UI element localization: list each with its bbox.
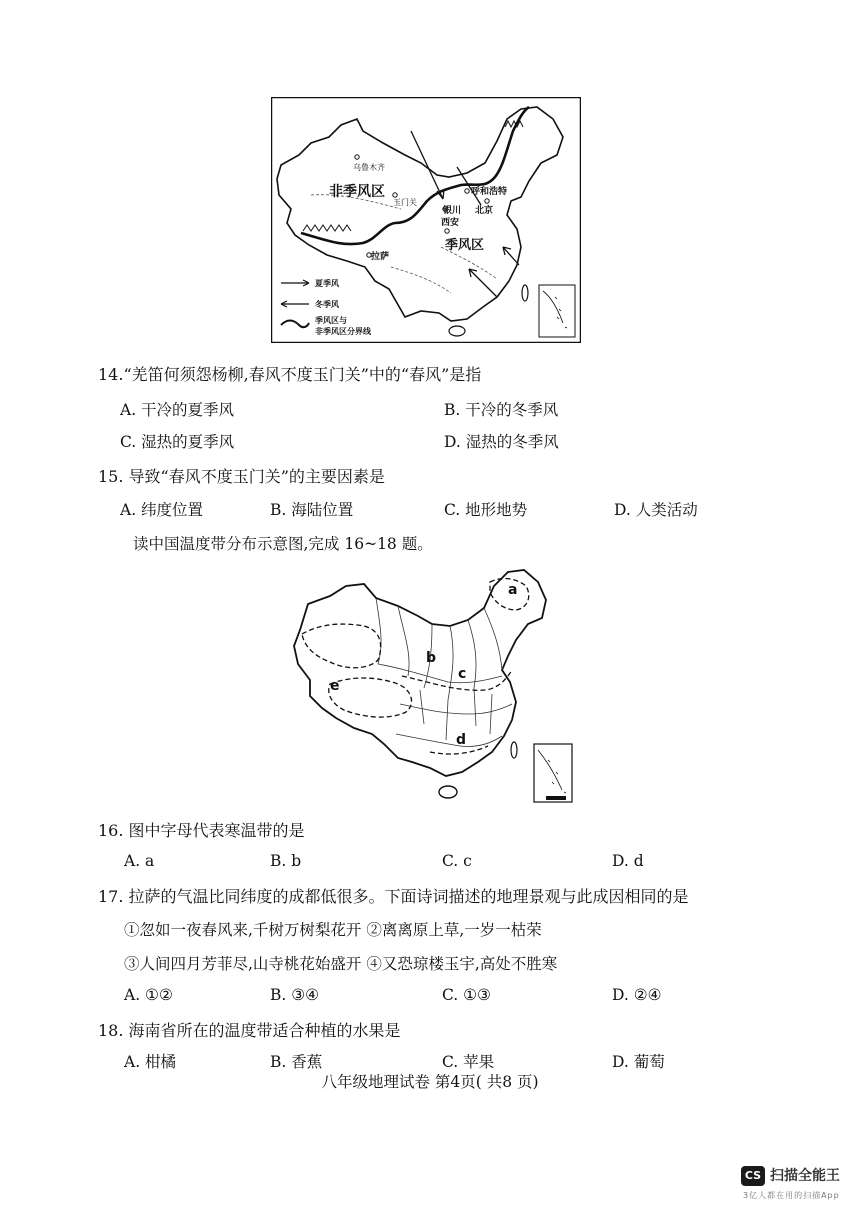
q17-poem-line-2: ③人间四月芳菲尽,山寺桃花始盛开 ④又恐琼楼玉宇,高处不胜寒 xyxy=(124,955,558,973)
q16-option-b: B. b xyxy=(270,852,302,870)
section-intro: 读中国温度带分布示意图,完成 16~18 题。 xyxy=(133,535,433,553)
q17-option-d: D. ②④ xyxy=(612,986,662,1004)
legend-summer: 夏季风 xyxy=(315,279,339,288)
q17-stem: 17. 拉萨的气温比同纬度的成都低很多。下面诗词描述的地理景观与此成因相同的是 xyxy=(98,887,689,906)
label-c: c xyxy=(458,666,467,682)
brand-name: 扫描全能王 xyxy=(770,1168,840,1184)
label-yinchuan: 银川 xyxy=(443,206,462,216)
brand-tagline: 3亿人都在用的扫描App xyxy=(743,1191,840,1200)
q14-option-d: D. 湿热的冬季风 xyxy=(444,433,559,451)
scanner-watermark xyxy=(741,1163,851,1207)
q16-option-a: A. a xyxy=(124,852,155,870)
south-sea-inset-2 xyxy=(534,744,572,802)
q17-option-a: A. ①② xyxy=(124,986,173,1004)
q14-stem: 14.“羌笛何须怨杨柳,春风不度玉门关”中的“春风”是指 xyxy=(98,365,482,384)
q17-option-b: B. ③④ xyxy=(270,986,320,1004)
label-e: e xyxy=(330,678,340,694)
page-footer: 八年级地理试卷 第4页( 共8 页) xyxy=(321,1073,539,1091)
q18-option-d: D. 葡萄 xyxy=(612,1053,665,1071)
q17-option-c: C. ①③ xyxy=(442,986,491,1004)
label-monsoon: 季风区 xyxy=(445,238,485,253)
q15-stem: 15. 导致“春风不度玉门关”的主要因素是 xyxy=(98,467,385,486)
legend-winter: 冬季风 xyxy=(315,300,339,309)
label-d: d xyxy=(456,732,467,748)
q15-option-b: B. 海陆位置 xyxy=(270,501,354,519)
q17-poem-line-1: ①忽如一夜春风来,千树万树梨花开 ②离离原上草,一岁一枯荣 xyxy=(124,921,542,939)
q18-option-b: B. 香蕉 xyxy=(270,1053,323,1071)
q18-option-c: C. 苹果 xyxy=(442,1053,495,1071)
label-hohhot: 呼和浩特 xyxy=(471,187,508,197)
label-lhasa: 拉萨 xyxy=(371,252,390,262)
q16-option-c: C. c xyxy=(442,852,472,870)
label-beijing: 北京 xyxy=(475,206,494,216)
q18-stem: 18. 海南省所在的温度带适合种植的水果是 xyxy=(98,1021,401,1040)
q15-option-d: D. 人类活动 xyxy=(614,501,698,519)
monsoon-map xyxy=(271,97,581,343)
q18-option-a: A. 柑橘 xyxy=(124,1053,177,1071)
china-outline-2 xyxy=(294,570,546,776)
q14-option-c: C. 湿热的夏季风 xyxy=(120,433,235,451)
q16-stem: 16. 图中字母代表寒温带的是 xyxy=(98,821,305,840)
temperature-zone-map xyxy=(280,564,578,810)
label-yumenguan: 玉门关 xyxy=(393,198,417,207)
q15-option-a: A. 纬度位置 xyxy=(120,501,204,519)
legend-boundary-1: 季风区与 xyxy=(315,316,347,325)
q14-option-b: B. 干冷的冬季风 xyxy=(444,401,559,419)
label-xian: 西安 xyxy=(441,218,460,228)
label-a: a xyxy=(508,582,518,598)
legend-boundary-2: 非季风区分界线 xyxy=(315,327,371,336)
label-non-monsoon: 非季风区 xyxy=(329,184,385,200)
south-sea-inset xyxy=(539,285,575,337)
label-urumqi: 乌鲁木齐 xyxy=(353,163,385,172)
q15-option-c: C. 地形地势 xyxy=(444,501,528,519)
cs-logo-icon: CS xyxy=(741,1166,765,1186)
q16-option-d: D. d xyxy=(612,852,644,870)
label-b: b xyxy=(426,650,437,666)
q14-option-a: A. 干冷的夏季风 xyxy=(120,401,235,419)
